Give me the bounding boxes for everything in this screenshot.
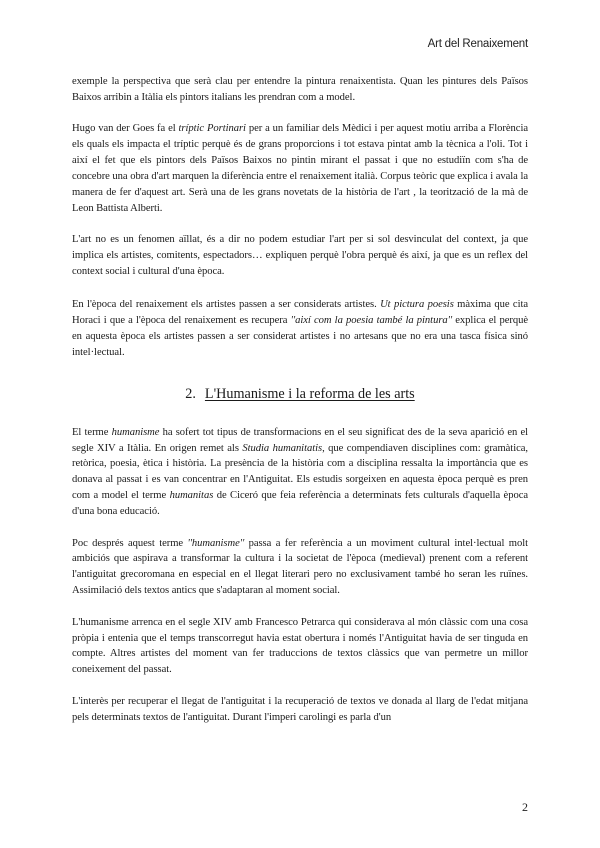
section-heading bbox=[72, 385, 528, 403]
italic-term: humanisme bbox=[111, 426, 160, 438]
paragraph: L'art no es un fenomen aïllat, és a dir no podem estudiar l'art per si sol desvinculat del context, ja que implica els artistes, comitents, espectadors… expliquen perquè l'obra perquè és així, ja que es un reflex del context social i cultural d'una època. bbox=[72, 234, 528, 278]
italic-term: tríptic Portinari bbox=[178, 123, 246, 135]
paragraph: L'humanisme arrenca en el segle XIV amb Francesco Petrarca qui considerava al món clàssic com una cosa pròpia i entenia que el temps transcorregut havia estat obertura i només l'Antiguitat havia de ser tinguda en compte. Altres artistes del moment van fer traduccions de textos clàssics que van permetre un millor coneixement del passat. bbox=[72, 616, 528, 676]
text-run: màxima que cita Horaci i que a l'època del renaixement es recupera bbox=[72, 298, 529, 326]
italic-term: Studia humanitatis bbox=[242, 442, 323, 454]
text-run: , que compendiaven disciplines com: gramàtica, retòrica, poesia, ètica i història. La presència de la història com a disciplina ressalta la importància que es donava al passat i es van concentrar en l'Antiguitat. Els estudis sorgeixen en aquesta època perquè es pren com a model el terme bbox=[72, 442, 528, 502]
italic-term: Ut pictura poesis bbox=[380, 298, 454, 310]
italic-term: ''humanisme'' bbox=[187, 537, 245, 549]
text-run: per a un familiar dels Mèdici i per aquest motiu arriba a Florència els quals els impacta el tríptic perquè és de grans proporcions i tot estava pintat amb la tècnica a l'oli. Tot i així el fet que els pintors dels Països Baixos no pintin mirant el passat i que no estudiïn com s'ha de concebre una obra d'art marquen la diferència entre el renaixement italià. Corpus teòric que explica i avala la manera de fer d'aquest art. Serà una de les grans novetats de la història de l'art , la teorització de la mà de Leon Battista Alberti. bbox=[72, 123, 528, 214]
section-number: 2. bbox=[185, 385, 196, 402]
paragraph: exemple la perspectiva que serà clau per entendre la pintura renaixentista. Quan les pintures dels Països Baixos arribin a Itàlia els pintors italians les prendran com a model. bbox=[72, 76, 528, 103]
paragraph bbox=[72, 121, 528, 216]
text-run: passa a fer referència a un moviment cultural intel·lectual molt ambiciós que aspirava a transformar la cultura i la societat de l'època (medieval) prenent com a referent l'antiguitat grecoromana en especial en el llegat literari pero no exclusivament també ho seran les ruïnes. Assimilació dels textos antics que s'adaptaran al moment social. bbox=[72, 537, 528, 597]
paragraph bbox=[72, 536, 528, 600]
paragraph bbox=[72, 297, 528, 361]
text-run: Hugo van der Goes fa el bbox=[72, 123, 179, 135]
italic-term: humanitas bbox=[169, 490, 214, 502]
italic-quote: ''així com la poesia també la pintura'' bbox=[290, 314, 453, 326]
text-run: ha sofert tot tipus de transformacions en el seu significat des de la seva aparició en el segle XIV a Itàlia. En origen remet als bbox=[72, 426, 528, 454]
page-number: 2 bbox=[522, 800, 528, 814]
text-run: explica el perquè en aquesta època els artistes passen a ser considerat artistes i no artesans que no era una tasca física sinó intel·lectual. bbox=[72, 314, 529, 358]
paragraph bbox=[72, 425, 528, 520]
text-run: El terme bbox=[72, 426, 112, 438]
section-title: L'Humanisme i la reforma de les arts bbox=[204, 385, 415, 402]
paragraph: L'interès per recuperar el llegat de l'antiguitat i la recuperació de textos ve donada al llarg de l'edat mitjana pels determinats textos de l'antiguitat. Durant l'imperi carolingi es parla d'un bbox=[72, 695, 528, 723]
text-run: Poc després aquest terme bbox=[72, 537, 188, 549]
text-run: En l'època del renaixement els artistes passen a ser considerats artistes. bbox=[72, 298, 381, 310]
body-text bbox=[72, 74, 528, 741]
running-header: Art del Renaixement bbox=[427, 38, 528, 50]
text-run: de Ciceró que feia referència a determinats fets culturals d'aquella època d'una bona educació. bbox=[72, 490, 529, 518]
